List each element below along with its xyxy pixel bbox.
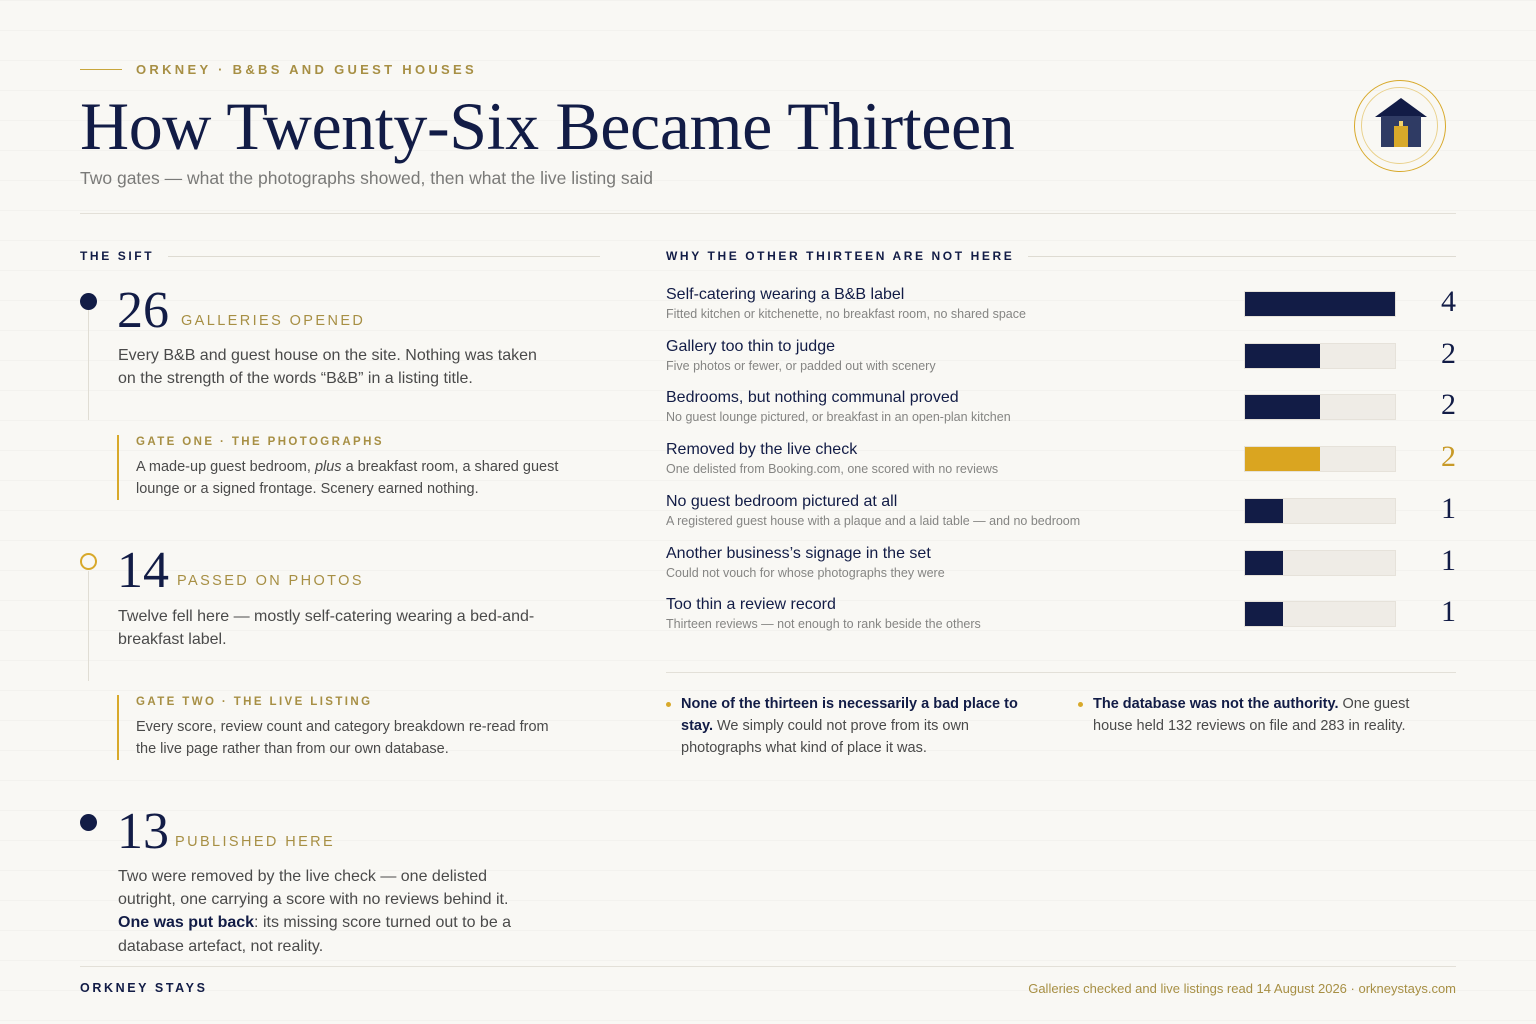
footer-meta: Galleries checked and live listings read 14 August 2026 · orkneystays.com xyxy=(1028,981,1456,996)
timeline-line xyxy=(88,310,89,420)
reason-row xyxy=(666,441,1456,487)
bar xyxy=(1245,395,1320,419)
bar-track xyxy=(1244,601,1396,627)
bar-value: 1 xyxy=(1441,491,1456,525)
gate-one xyxy=(117,435,567,500)
reason-description: A registered guest house with a plaque and a laid table — and no bedroom xyxy=(666,513,1081,528)
reason-label: Removed by the live check xyxy=(666,441,858,459)
house-badge xyxy=(1354,80,1446,172)
house-icon xyxy=(1373,95,1429,151)
bar xyxy=(1245,551,1283,575)
page-title: How Twenty-Six Became Thirteen xyxy=(80,88,1015,164)
eyebrow-rule xyxy=(80,69,122,70)
gate-two xyxy=(117,695,567,760)
reason-row xyxy=(666,596,1456,642)
bar-track xyxy=(1244,394,1396,420)
bar-value: 2 xyxy=(1441,440,1456,474)
step-number: 13 xyxy=(117,803,169,860)
header-divider xyxy=(80,213,1456,214)
reason-row xyxy=(666,493,1456,539)
step-number: 26 xyxy=(117,282,169,339)
reason-label: Too thin a review record xyxy=(666,596,836,614)
page-subtitle: Two gates — what the photographs showed, then what the live listing said xyxy=(80,168,653,188)
reason-description: Five photos or fewer, or padded out with scenery xyxy=(666,358,936,373)
bar-value: 4 xyxy=(1441,285,1456,318)
eyebrow xyxy=(80,60,477,78)
note-item: None of the thirteen is necessarily a bad place to stay. We simply could not prove from its own photographs what kind of place it was. xyxy=(681,693,1041,759)
step-text: Two were removed by the live check — one delisted outright, one carrying a score with no reviews behind it. One was put back: its missing score turned out to be a database artefact, not reality. xyxy=(118,868,512,955)
step-label: PUBLISHED HERE xyxy=(175,834,336,850)
note-item: The database was not the authority. One guest house held 132 reviews on file and 283 in reality. xyxy=(1093,693,1443,737)
bullet-dot xyxy=(1078,702,1083,707)
eyebrow-text: ORKNEY · B&BS AND GUEST HOUSES xyxy=(136,61,477,77)
bar-track xyxy=(1244,446,1396,472)
reason-description: Fitted kitchen or kitchenette, no breakfast room, no shared space xyxy=(666,307,1026,321)
reason-label: Self-catering wearing a B&B label xyxy=(666,286,905,303)
step-label: GALLERIES OPENED xyxy=(181,313,366,329)
timeline-dot-open xyxy=(80,553,97,570)
bar xyxy=(1245,344,1320,368)
reason-row xyxy=(666,545,1456,591)
footer-brand: ORKNEY STAYS xyxy=(80,981,208,995)
reason-description: Thirteen reviews — not enough to rank beside the others xyxy=(666,617,981,632)
reason-row xyxy=(666,338,1456,384)
reason-row xyxy=(666,389,1456,435)
gate-text: A made-up guest bedroom, plus a breakfast room, a shared guest lounge or a signed frontage. Scenery earned nothing. xyxy=(136,459,559,497)
step-number: 14 xyxy=(117,542,169,599)
bar xyxy=(1245,499,1283,523)
gate-title: GATE TWO · THE LIVE LISTING xyxy=(136,696,373,708)
bar xyxy=(1245,602,1283,626)
reason-description: Could not vouch for whose photographs they were xyxy=(666,565,945,580)
timeline-dot-filled xyxy=(80,814,97,831)
bar-value: 1 xyxy=(1441,595,1456,629)
footer-divider xyxy=(80,966,1456,967)
step-text: Twelve fell here — mostly self-catering wearing a bed-and-breakfast label. xyxy=(118,608,535,649)
reason-row xyxy=(666,286,1456,332)
reason-label: Another business’s signage in the set xyxy=(666,544,931,562)
chart-divider xyxy=(666,672,1456,673)
bullet-dot xyxy=(666,702,671,707)
bar-track xyxy=(1244,550,1396,576)
timeline-line xyxy=(88,571,89,681)
bar xyxy=(1245,447,1320,471)
step-label: PASSED ON PHOTOS xyxy=(177,573,364,589)
bar-value: 2 xyxy=(1441,388,1456,422)
bar-value: 1 xyxy=(1441,543,1456,577)
timeline-dot-filled xyxy=(80,293,97,310)
bar-track xyxy=(1244,291,1396,317)
reason-label: No guest bedroom pictured at all xyxy=(666,492,898,510)
reason-label: Gallery too thin to judge xyxy=(666,337,835,355)
bar-track xyxy=(1244,343,1396,369)
gate-text: Every score, review count and category breakdown re-read from the live page rather than from our own database. xyxy=(136,719,549,757)
bar xyxy=(1245,292,1395,316)
gate-title: GATE ONE · THE PHOTOGRAPHS xyxy=(136,436,384,448)
reason-label: Bedrooms, but nothing communal proved xyxy=(666,389,959,407)
bar-track xyxy=(1244,498,1396,524)
reason-description: One delisted from Booking.com, one scored with no reviews xyxy=(666,462,999,477)
step-text: Every B&B and guest house on the site. Nothing was taken on the strength of the words “B&B” in a listing title. xyxy=(118,347,537,388)
bar-value: 2 xyxy=(1441,336,1456,370)
sift-heading: THE SIFT xyxy=(80,248,600,264)
reasons-heading: WHY THE OTHER THIRTEEN ARE NOT HERE xyxy=(666,248,1456,264)
reason-description: No guest lounge pictured, or breakfast in an open-plan kitchen xyxy=(666,410,1011,425)
